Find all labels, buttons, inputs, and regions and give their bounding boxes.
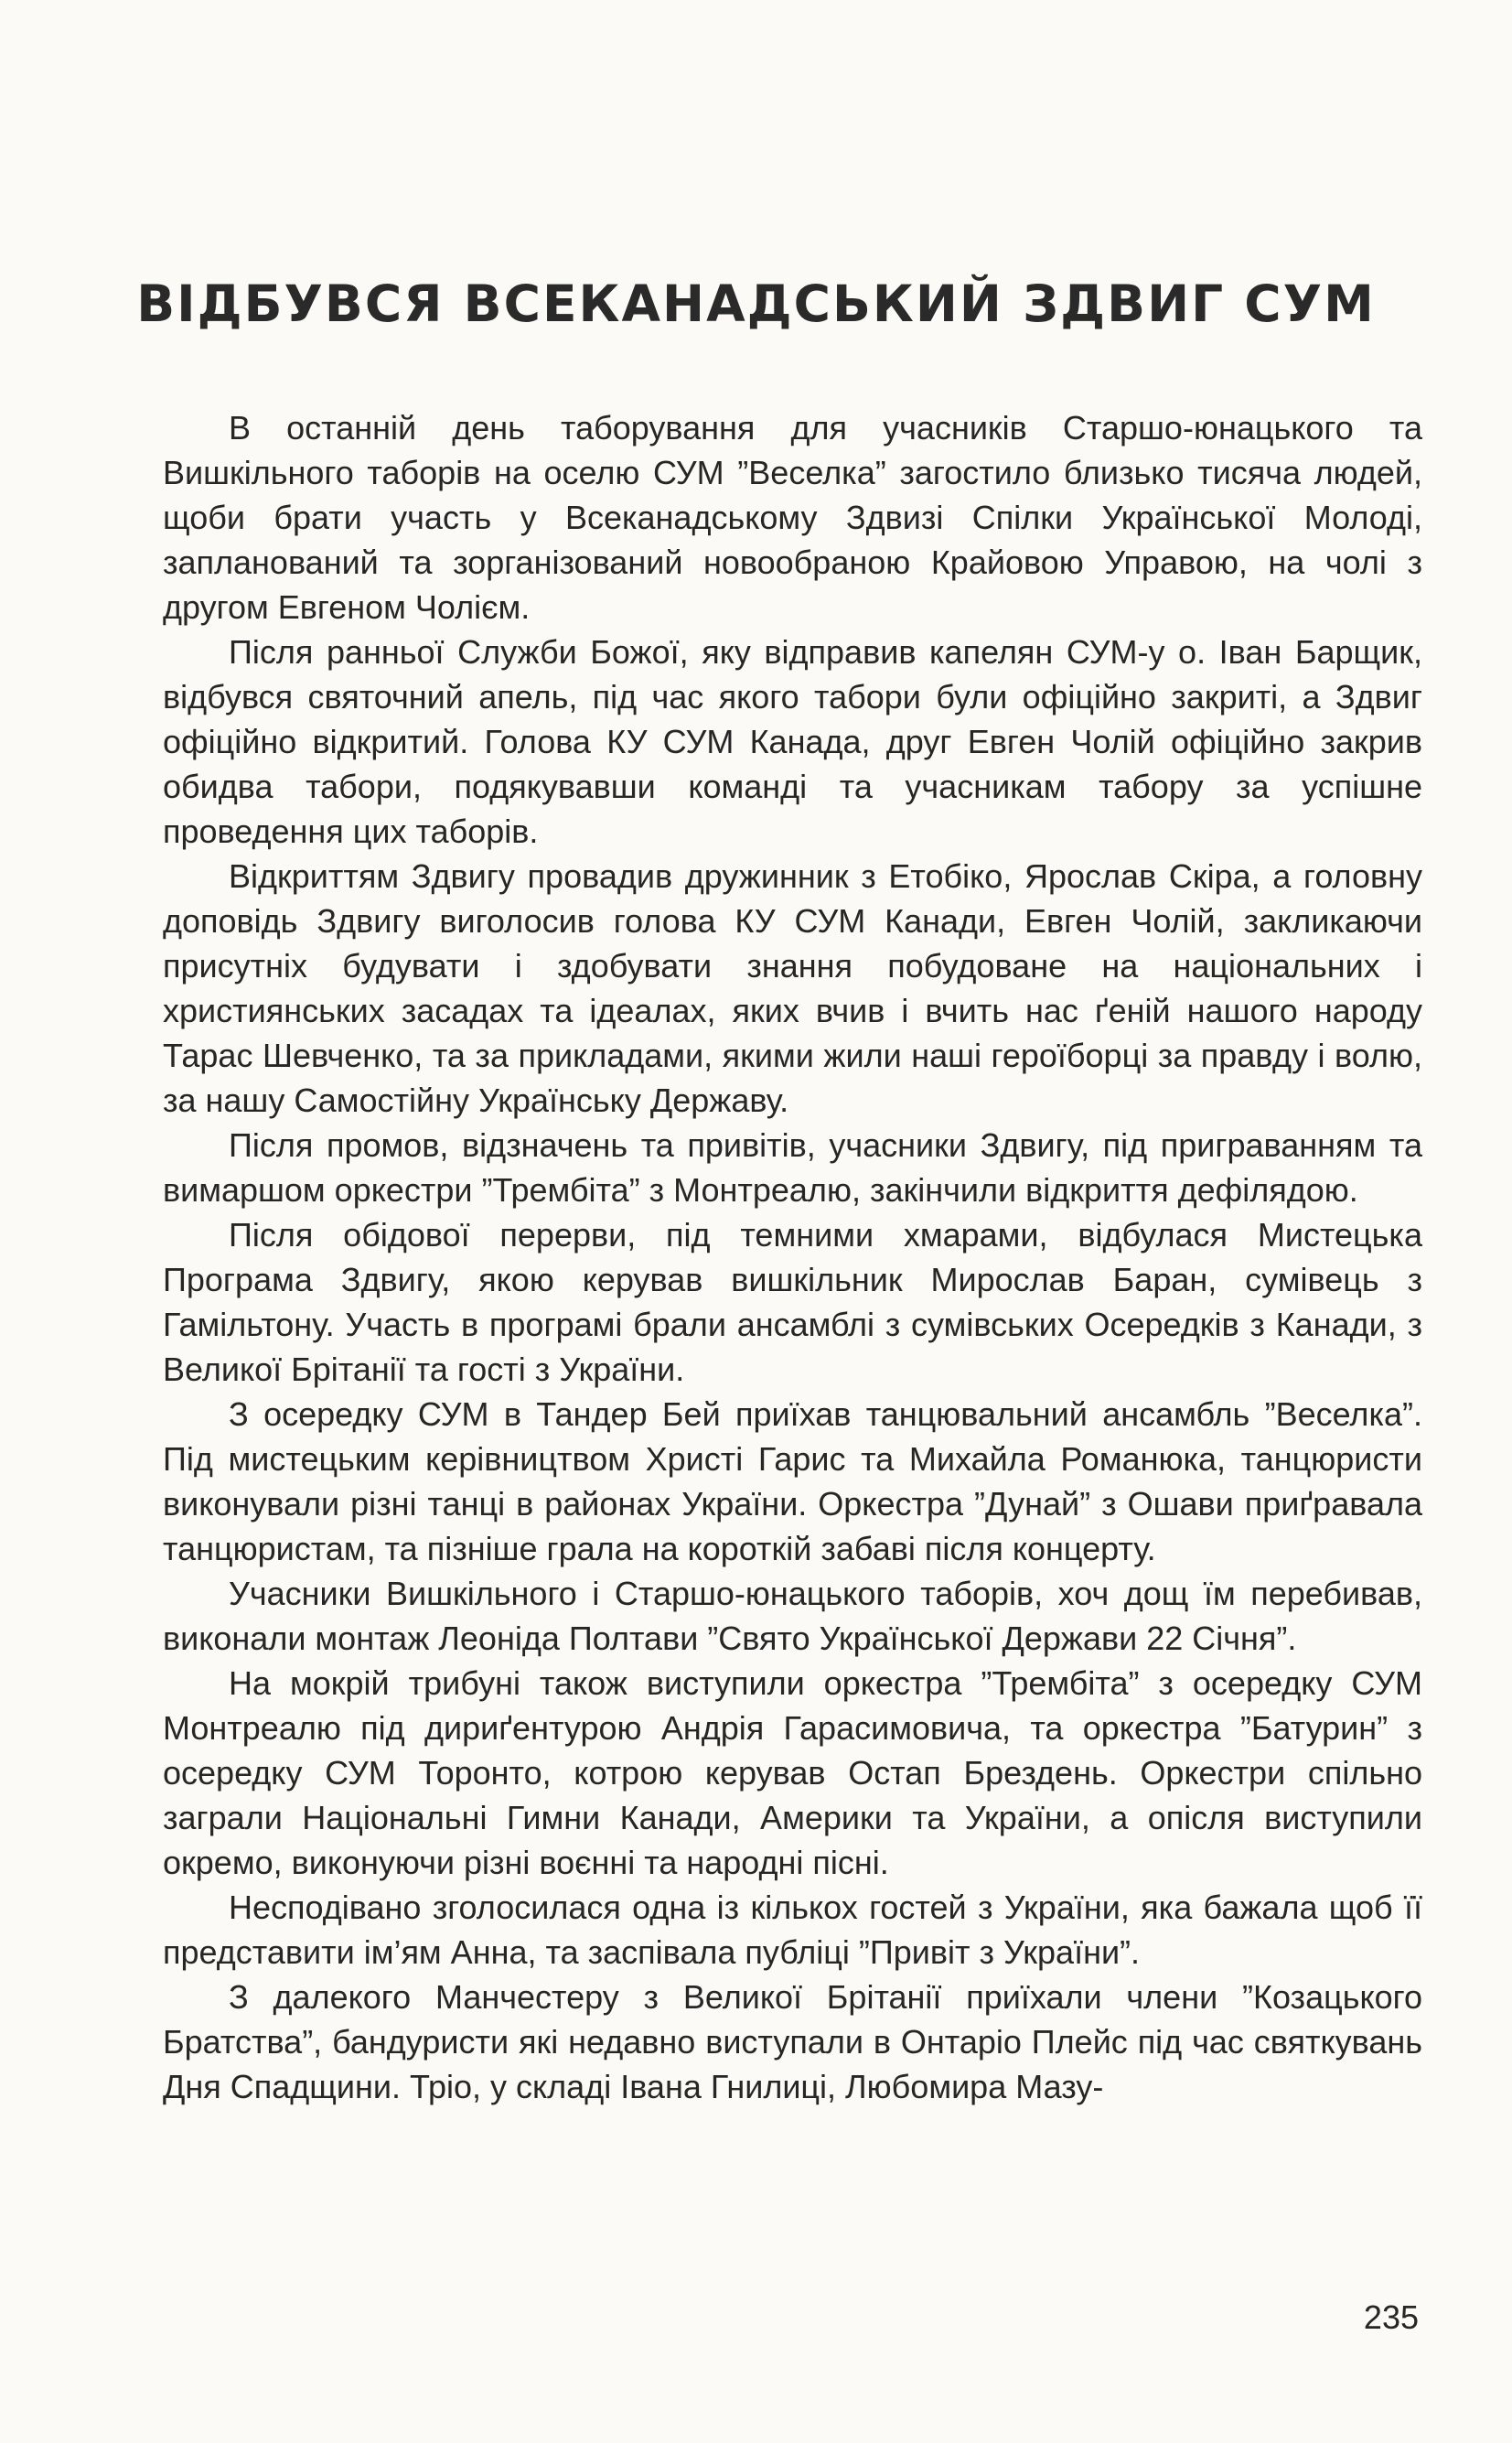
- paragraph: З осередку СУМ в Тандер Бей приїхав танцювальний ансамбль ”Веселка”. Під мистецьким керівництвом Христі Гарис та Михайла Романюка, танцюристи виконували різні танці в районах України. Оркестра ”Дунай” з Ошави приґравала танцюристам, та пізніше грала на короткій забаві після концерту.: [163, 1395, 1422, 1567]
- article-title: ВІДБУВСЯ ВСЕКАНАДСЬКИЙ ЗДВИГ СУМ: [136, 274, 1376, 333]
- paragraph: Учасники Вишкільного і Старшо-юнацького таборів, хоч дощ їм перебивав, виконали монтаж Леоніда Полтави ”Свято Української Держави 22 Січня”.: [163, 1575, 1422, 1657]
- paragraph: Після промов, відзначень та привітів, учасники Здвигу, під приграванням та вимаршом оркестри ”Трембіта” з Монтреалю, закінчили відкриття дефілядою.: [163, 1126, 1422, 1209]
- paragraph: Після ранньої Служби Божої, яку відправив капелян СУМ-у о. Іван Барщик, відбувся святочний апель, під час якого табори були офіційно закриті, а Здвиг офіційно відкритий. Голова КУ СУМ Канада, друг Евген Чолій офіційно закрив обидва табори, подякувавши команді та учасникам табору за успішне проведення цих таборів.: [163, 633, 1422, 850]
- paragraph: В останній день таборування для учасників Старшо-юнацького та Вишкільного таборів на оселю СУМ ”Веселка” загостило близько тисяча людей, щоби брати участь у Всеканадському Здвизі Спілки Української Молоді, запланований та зорганізований новообраною Крайовою Управою, на чолі з другом Евгеном Чолієм.: [163, 409, 1422, 626]
- paragraph: Відкриттям Здвигу провадив дружинник з Етобіко, Ярослав Скіра, а головну доповідь Здвигу виголосив голова КУ СУМ Канади, Евген Чолій, закликаючи присутніх будувати і здобувати знання побудоване на національних і християнських засадах та ідеалах, яких вчив і вчить нас ґеній нашого народу Тарас Шевченко, та за прикладами, якими жили наші героїборці за правду і волю, за нашу Самостійну Українську Державу.: [163, 857, 1422, 1119]
- paragraph: Після обідової перерви, під темними хмарами, відбулася Мистецька Програма Здвигу, якою керував вишкільник Мирослав Баран, сумівець з Гамільтону. Участь в програмі брали ансамблі з сумівських Осередків з Канади, з Великої Брітанії та гості з України.: [163, 1216, 1422, 1388]
- paragraph: Несподівано зголосилася одна із кількох гостей з України, яка бажала щоб її представити ім’ям Анна, та заспівала публіці ”Привіт з України”.: [163, 1889, 1422, 1971]
- page-number: 235: [1363, 2298, 1419, 2336]
- article-body: [163, 405, 1422, 2109]
- paragraph: З далекого Манчестеру з Великої Брітанії приїхали члени ”Козацького Братства”, бандуристи які недавно виступали в Онтаріо Плейс під час святкувань Дня Спадщини. Тріо, у складі Івана Гнилиці, Любомира Мазу-: [163, 1978, 1422, 2105]
- paragraph: На мокрій трибуні також виступили оркестра ”Трембіта” з осередку СУМ Монтреалю під дириґентурою Андрія Гарасимовича, та оркестра ”Батурин” з осередку СУМ Торонто, котрою керував Остап Брездень. Оркестри спільно заграли Національні Гимни Канади, Америки та України, а опісля виступили окремо, виконуючи різні воєнні та народні пісні.: [163, 1664, 1422, 1881]
